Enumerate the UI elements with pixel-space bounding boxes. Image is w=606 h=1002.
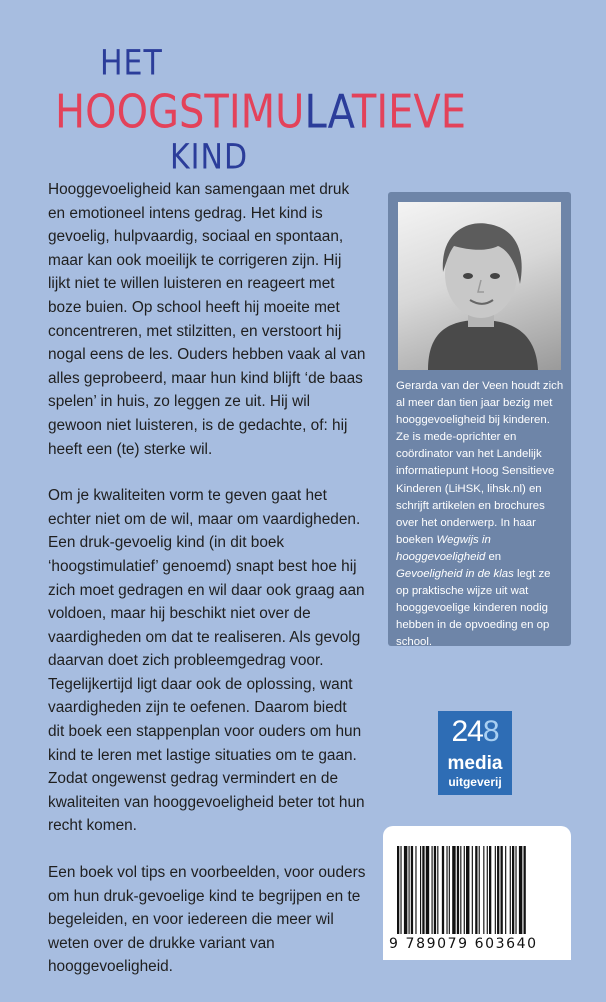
author-info-box (388, 192, 571, 649)
author-portrait-illustration (398, 202, 561, 370)
blurb-paragraph-2: Om je kwaliteiten vorm te geven gaat het echter niet om de wil, maar om vaardigheden. Een druk-gevoelig kind (in dit boek ‘hoogstimulatief’ genoemd) snapt best hoe hij zich moet gedragen en wil daar ook graag aan voldoen, maar hij beschikt niet over de vaardigheden om dat te realiseren. Als gevolg daarvan doet zich probleemgedrag voor. Tegelijkertijd ligt daar ook de oplossing, want vaardigheden zijn te oefenen. Daarom biedt dit boek een stappenplan voor ouders om hun kind te leren met lastige situaties om te gaan. Zodat ongewenst gedrag vermindert en de kwaliteiten van hooggevoeligheid beter tot hun recht komen. (48, 487, 365, 835)
title-part-blue: LA (304, 86, 352, 139)
author-bio-part-1: Gerarda van der Veen houdt zich al meer dan tien jaar bezig met hooggevoeligheid bij kinderen. Ze is mede-oprichter en coördinator van het Landelijk informatiepunt Hoog Sensitieve Kinderen (LiHSK, lihsk.nl) en schrijft artikelen en brochures over het onderwerp. In haar boeken (396, 380, 564, 546)
author-bio (396, 378, 566, 652)
isbn-barcode (383, 826, 571, 960)
barcode-bars (393, 846, 561, 936)
title-line-het: HET (100, 43, 163, 84)
author-book-title-1: Wegwijs in hooggevoeligheid (396, 533, 491, 563)
title-part-red-1: HOOGSTIMU (55, 86, 305, 139)
blurb-paragraph-1: Hooggevoeligheid kan samengaan met druk en emotioneel intens gedrag. Het kind is gevoelig, hulpvaardig, sociaal en spontaan, maar kan ook moeilijk te corrigeren zijn. Hij lijkt niet te willen luisteren en reageert met boze buien. Op school heeft hij moeite met concentreren, met stilzitten, en verstoort hij nogal eens de les. Ouders hebben vaak al van alles geprobeerd, maar hun kind blijft ‘de baas spelen’ in huis, zo leggen ze uit. Hij wil gewoon niet luisteren, is de gedachte, of: hij heeft een (te) sterke wil. (48, 181, 366, 458)
publisher-logo-uitgeverij: uitgeverij (448, 775, 502, 789)
author-bio-part-2: en (485, 550, 502, 563)
publisher-logo-number: 248 (451, 715, 499, 748)
back-cover-blurb (48, 178, 366, 1002)
blurb-paragraph-3: Een boek vol tips en voorbeelden, voor ouders om hun druk-gevoelige kind te begrijpen en te begeleiden, en voor iedereen die meer wil weten over de drukke variant van hooggevoeligheid. (48, 864, 366, 976)
title-part-red-2: TIEVE (351, 86, 467, 139)
author-bio-part-3: legt ze op praktische wijze uit wat hooggevoelige kinderen nodig hebben in de opvoeding en op school. (396, 568, 551, 649)
isbn-number: 9 789079 603640 (389, 936, 538, 952)
publisher-logo-media: media (447, 753, 503, 774)
author-book-title-2: Gevoeligheid in de klas (396, 568, 514, 581)
publisher-logo (438, 711, 512, 795)
title-line-kind: KIND (170, 137, 249, 178)
title-line-hoogstimulatieve (55, 86, 466, 139)
book-title (0, 0, 467, 180)
author-photo (398, 202, 561, 370)
